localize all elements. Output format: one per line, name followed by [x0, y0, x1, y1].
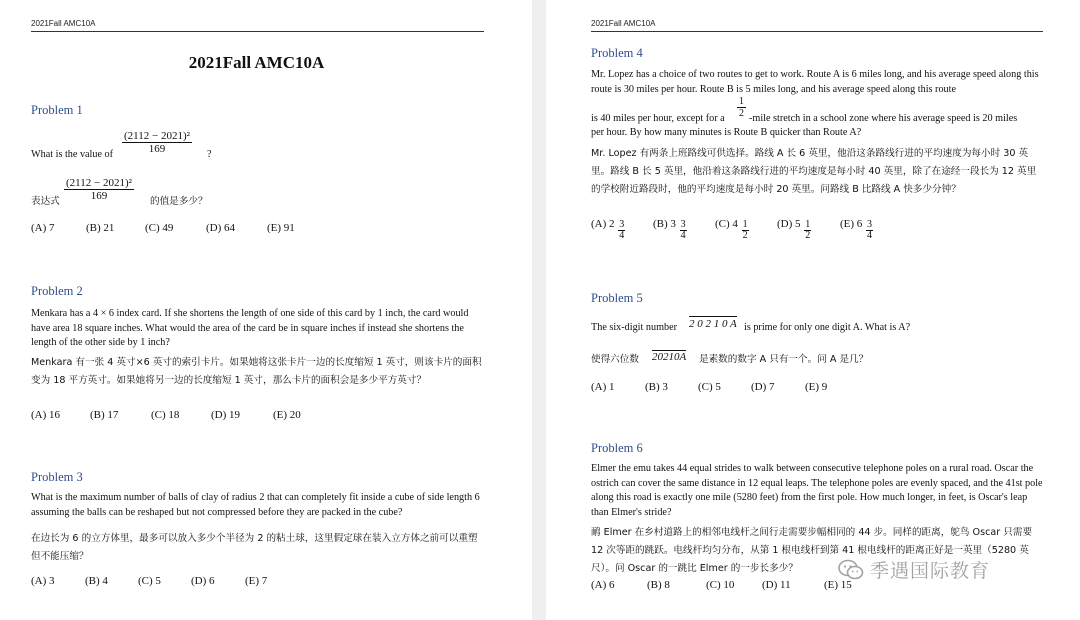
choice-d[interactable]: (D) 11 — [762, 579, 791, 591]
problem-5-en-prefix: The six-digit number — [591, 322, 678, 333]
fraction-denominator: 2 — [739, 108, 744, 119]
choice-e[interactable]: (E) 20 — [273, 409, 301, 421]
choice-a[interactable]: (A) 1 — [591, 381, 615, 393]
problem-3-cn: 在边长为 6 的立方体里，最多可以放入多少个半径为 2 的粘土球，这里假定球在装入立方体之前可以重塑但不能压缩？ — [31, 533, 478, 562]
choice-c[interactable]: (C) 4 $\frac{1}{2}$ — [715, 218, 748, 241]
problem-5-choices — [591, 381, 827, 393]
problem-5-cn-number: 20210A — [652, 351, 687, 363]
problem-6-cn: 鸸 Elmer 在乡村道路上的相邻电线杆之间行走需要步幅相同的 44 步。同样的距离，鸵鸟 Oscar 只需要 12 次等距的跳跃。电线杆均匀分布，从第 1 根电线杆到第 41 根电线杆的距离正好是一英里（5280 英尺）。问 Oscar 的一跳比 Elmer 的一步长多少？ — [591, 527, 1033, 574]
fraction-numerator: (2112 − 2021)² — [124, 130, 190, 142]
fraction-numerator: (2112 − 2021)² — [66, 177, 132, 189]
half-fraction — [737, 96, 746, 119]
choice-b[interactable]: (B) 3 — [645, 381, 668, 393]
problem-1-heading: Problem 1 — [31, 103, 83, 117]
problem-4-cn: Mr. Lopez 有两条上班路线可供选择。路线 A 长 6 英里，他沿这条路线行进的平均速度为每小时 30 英里。路线 B 长 5 英里，他沿着这条路线行进的平均速度是每小时 40 英里，除了在途经一段长为 12 英里的学校附近路段时，他的平均速度是每小时 20 英里。问路线 B 比路线 A 快多少分钟？ — [591, 148, 1037, 195]
choice-c[interactable]: (C) 10 — [706, 579, 735, 591]
choice-c[interactable]: (C) 18 — [151, 409, 180, 421]
problem-1-cn-fraction — [64, 177, 134, 202]
choice-e[interactable]: (E) 91 — [267, 222, 295, 234]
choice-a[interactable]: (A) 16 — [31, 409, 61, 421]
choice-c[interactable]: (C) 5 — [698, 381, 721, 393]
choice-b[interactable]: (B) 4 — [85, 575, 108, 587]
problem-3-choices — [31, 575, 267, 587]
choice-b[interactable]: (B) 21 — [86, 222, 115, 234]
problem-1-cn-prefix: 表达式 — [31, 196, 60, 207]
problem-4-en-c: per hour. By how many minutes is Route B quicker than Route A? — [591, 127, 862, 138]
choice-b[interactable]: (B) 8 — [647, 579, 670, 591]
right-page — [546, 0, 1080, 620]
choice-a[interactable]: (A) 6 — [591, 579, 615, 591]
problem-4-en-b1: is 40 miles per hour, except for a — [591, 113, 725, 124]
choice-d[interactable]: (D) 19 — [211, 409, 241, 421]
choice-d[interactable]: (D) 6 — [191, 575, 215, 587]
choice-e[interactable]: (E) 7 — [245, 575, 268, 587]
problem-4-en-b2: -mile stretch in a school zone where his average speed is 20 miles — [749, 113, 1018, 124]
problem-5-cn-suffix: 是素数的数字 A 只有一个。问 A 是几？ — [699, 354, 869, 365]
problem-5-cn-prefix: 使得六位数 — [591, 354, 639, 365]
fraction-numerator: 1 — [739, 96, 744, 107]
problem-2-en: Menkara has a 4 × 6 index card. If she shortens the length of one side of this card by 1 inch, the card would have area 18 square inches. What would the area of the card be in square inches if instead she shortens the length of the other side by 1 inch? — [31, 308, 469, 348]
problem-1-cn-suffix: 的值是多少？ — [150, 196, 208, 207]
choice-e[interactable]: (E) 6 $\frac{3}{4}$ — [840, 218, 873, 241]
problem-3-heading: Problem 3 — [31, 470, 83, 484]
problem-1-en-suffix: ? — [207, 149, 212, 160]
problem-3-en: What is the maximum number of balls of clay of radius 2 that can completely fit inside a cube of side length 6 assuming the balls can be reshaped but not compressed before they are packed in the cube? — [31, 492, 480, 518]
page-header: 2021Fall AMC10A — [591, 19, 656, 28]
choice-a[interactable]: (A) 7 — [31, 222, 55, 234]
choice-d[interactable]: (D) 5 $\frac{1}{2}$ — [777, 218, 811, 241]
choice-a[interactable]: (A) 2 $\frac{3}{4}$ — [591, 218, 625, 241]
page-header: 2021Fall AMC10A — [31, 19, 96, 28]
fraction-denominator: 169 — [90, 190, 108, 202]
problem-5-number: 2 0 2 1 0 A — [689, 318, 737, 330]
choice-b[interactable]: (B) 3 $\frac{3}{4}$ — [653, 218, 686, 241]
problem-5-en-suffix: is prime for only one digit A. What is A? — [744, 322, 911, 333]
problem-2-choices — [31, 409, 301, 421]
problem-5-heading: Problem 5 — [591, 291, 643, 305]
choice-e[interactable]: (E) 15 — [824, 579, 852, 591]
watermark-text: 季遇国际教育 — [870, 560, 991, 582]
choice-d[interactable]: (D) 64 — [206, 222, 236, 234]
choice-d[interactable]: (D) 7 — [751, 381, 775, 393]
header-rule — [31, 31, 484, 32]
fraction-denominator: 169 — [148, 143, 166, 155]
choice-c[interactable]: (C) 5 — [138, 575, 161, 587]
problem-2-heading: Problem 2 — [31, 284, 83, 298]
document-title: 2021Fall AMC10A — [188, 53, 325, 72]
problem-4-choices — [591, 218, 873, 241]
watermark — [838, 556, 990, 583]
problem-2-cn: Menkara 有一张 4 英寸×6 英寸的索引卡片。如果她将这张卡片一边的长度缩短 1 英寸，则该卡片的面积变为 18 平方英寸。如果她将另一边的长度缩短 1 英寸，那么卡片的面积会是多少平方英寸？ — [31, 357, 482, 386]
choice-c[interactable]: (C) 49 — [145, 222, 174, 234]
choice-b[interactable]: (B) 17 — [90, 409, 119, 421]
choice-a[interactable]: (A) 3 — [31, 575, 55, 587]
problem-4-en-a: Mr. Lopez has a choice of two routes to get to work. Route A is 6 miles long, and his average speed along this route is 30 miles per hour. Route B is 5 miles long, and his average speed along this route — [591, 69, 1039, 95]
problem-4-heading: Problem 4 — [591, 46, 643, 60]
problem-6-heading: Problem 6 — [591, 441, 643, 455]
wechat-icon — [838, 559, 864, 581]
header-rule — [591, 31, 1043, 32]
problem-6-choices — [591, 579, 852, 591]
problem-6-en: Elmer the emu takes 44 equal strides to walk between consecutive telephone poles on a rural road. Oscar the ostrich can cover the same distance in 12 equal leaps. The telephone poles are evenly spaced, and the 41st pole along this road is exactly one mile (5280 feet) from the first pole. How much longer, in feet, is Oscar's leap than Elmer's stride? — [591, 463, 1043, 518]
problem-1-choices — [31, 222, 295, 234]
problem-1-fraction — [122, 130, 192, 155]
problem-1-en-prefix: What is the value of — [31, 149, 114, 160]
left-page — [0, 0, 532, 620]
choice-e[interactable]: (E) 9 — [805, 381, 828, 393]
